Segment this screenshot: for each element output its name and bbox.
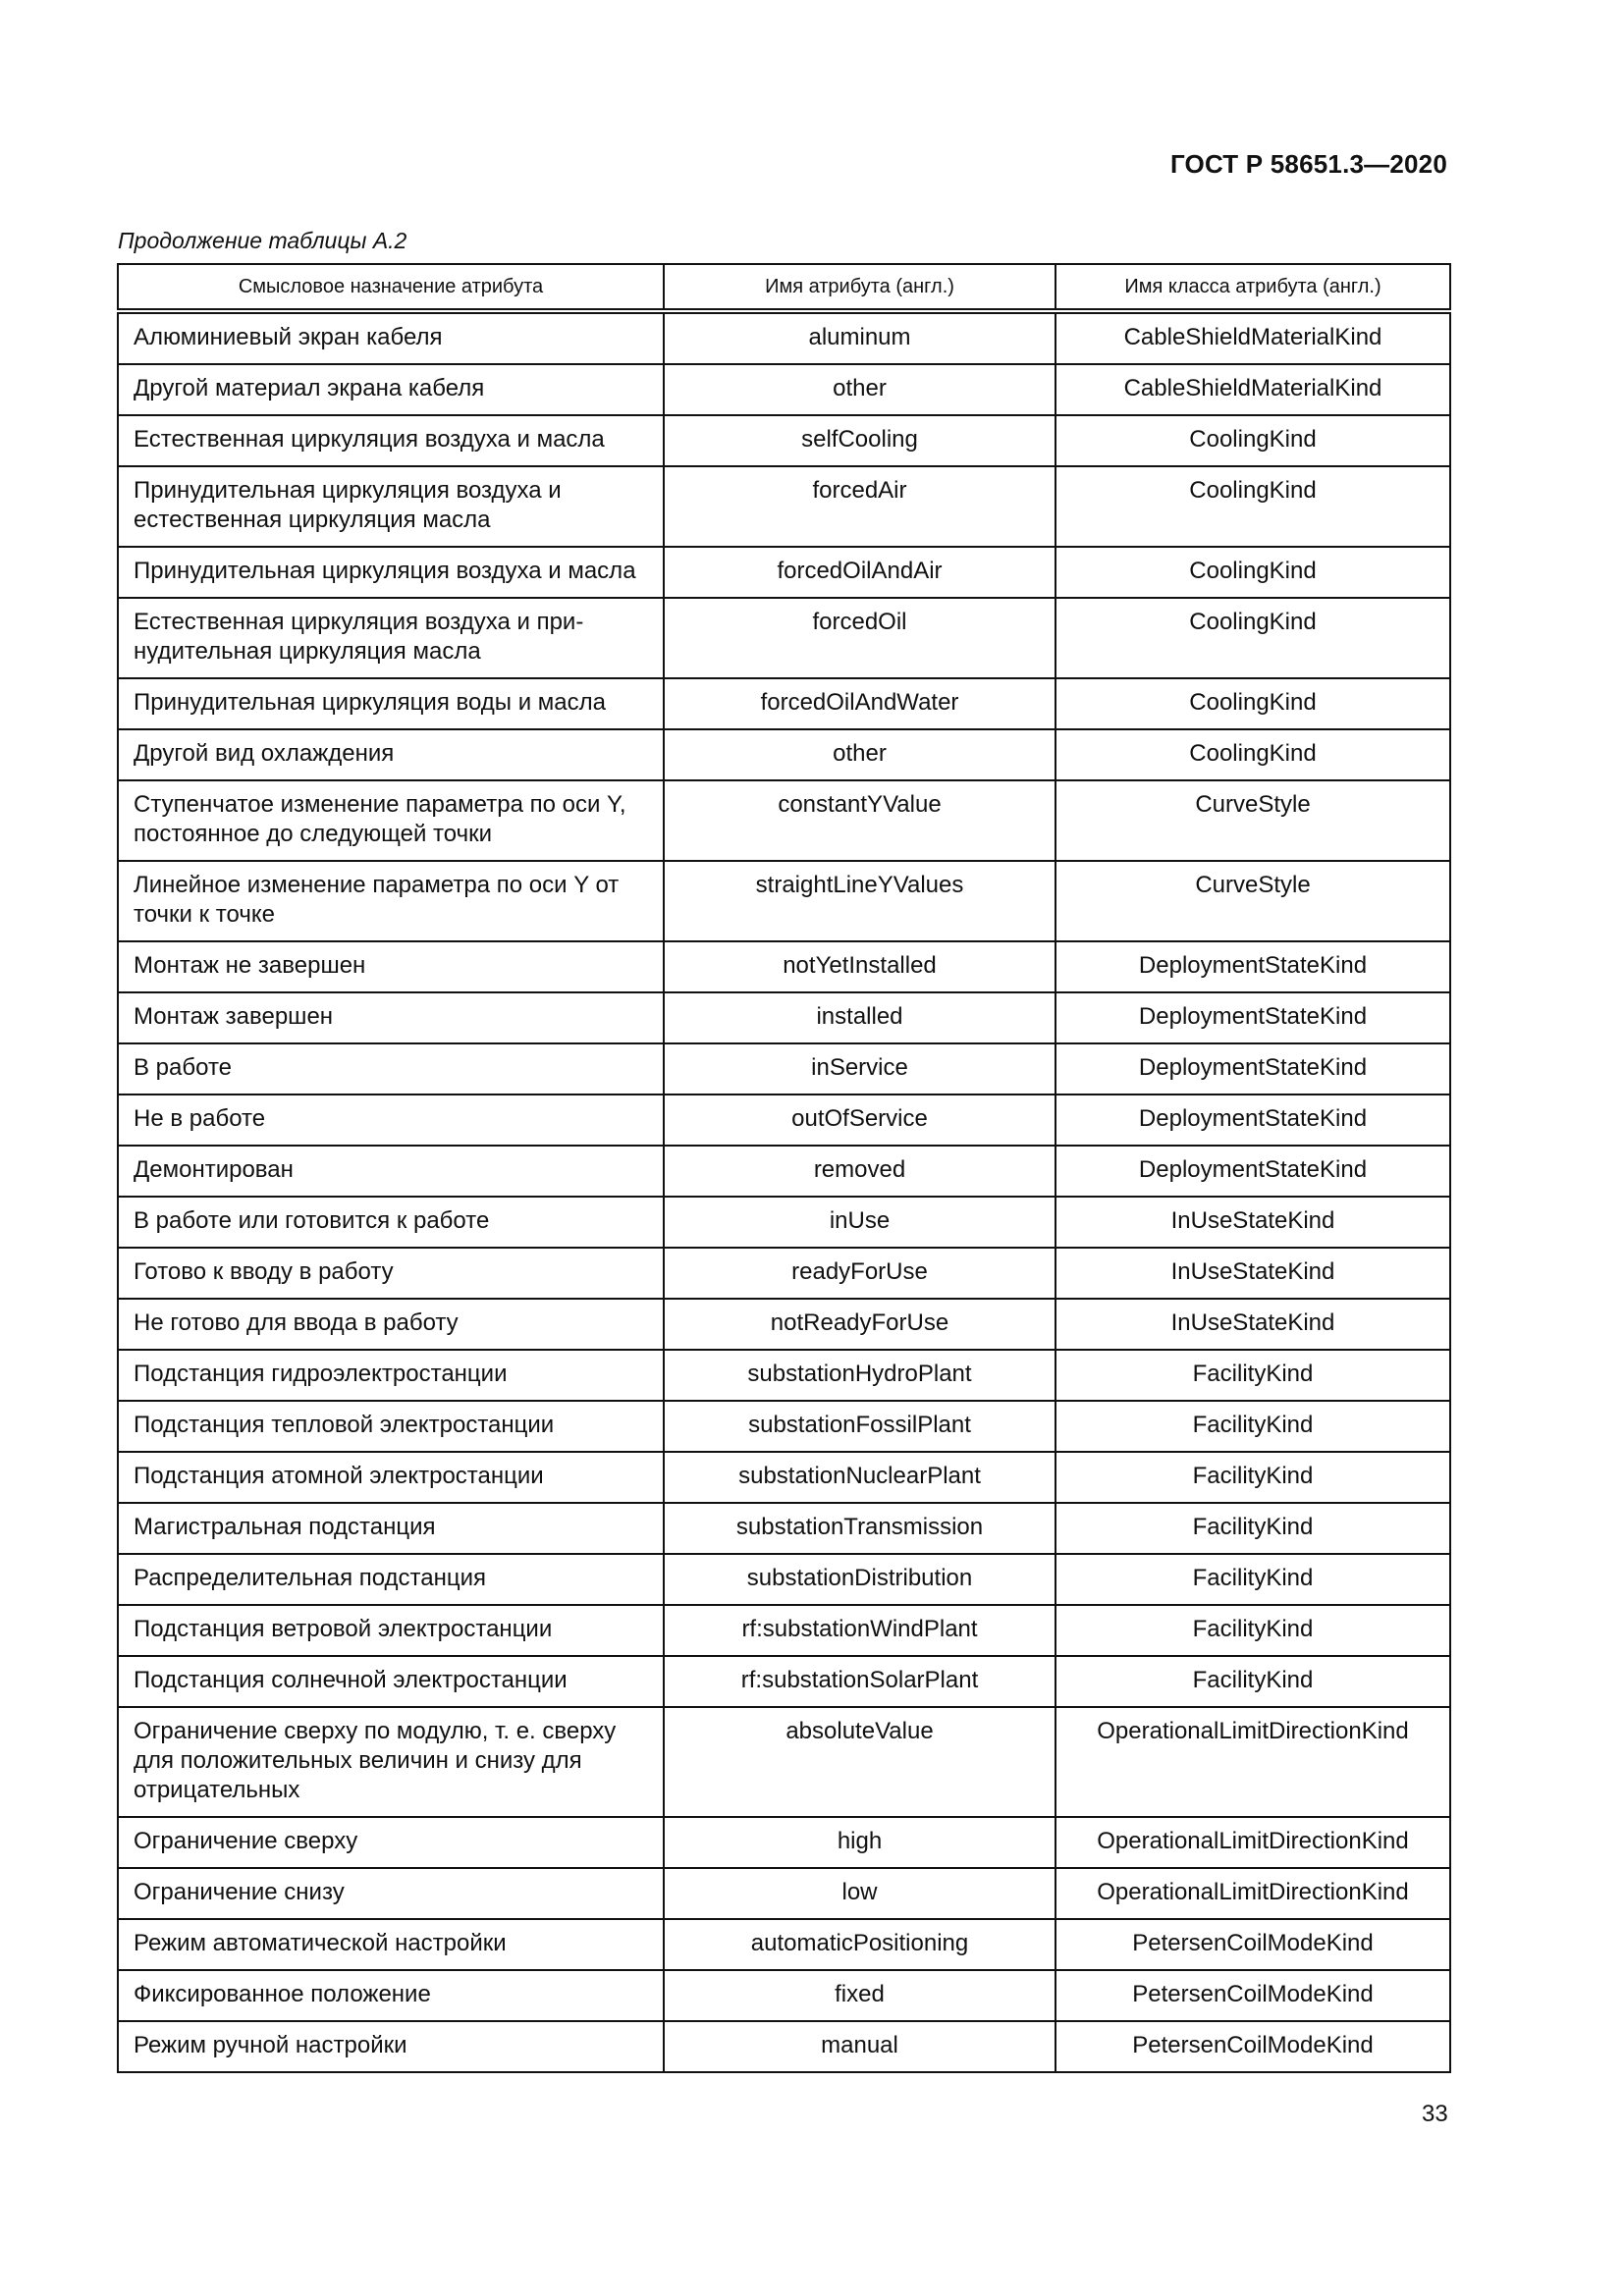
cell-attribute-name: substationTransmission bbox=[664, 1503, 1056, 1554]
table-row bbox=[118, 992, 1450, 1043]
table-row bbox=[118, 1970, 1450, 2021]
table-row bbox=[118, 1299, 1450, 1350]
table-row bbox=[118, 1707, 1450, 1817]
cell-attribute-name: rf:substationSolarPlant bbox=[664, 1656, 1056, 1707]
cell-meaning: Принудительная циркуляция воды и масла bbox=[118, 678, 664, 729]
cell-attribute-name: high bbox=[664, 1817, 1056, 1868]
table-row bbox=[118, 466, 1450, 547]
cell-attribute-name: selfCooling bbox=[664, 415, 1056, 466]
cell-attribute-class: DeploymentStateKind bbox=[1056, 992, 1450, 1043]
cell-meaning: Демонтирован bbox=[118, 1146, 664, 1197]
cell-attribute-name: fixed bbox=[664, 1970, 1056, 2021]
cell-attribute-name: installed bbox=[664, 992, 1056, 1043]
table-row bbox=[118, 941, 1450, 992]
table-row bbox=[118, 1554, 1450, 1605]
cell-meaning: Естественная циркуляция воздуха и при-нудительная циркуляция масла bbox=[118, 598, 664, 678]
cell-meaning: Принудительная циркуляция воздуха и масла bbox=[118, 547, 664, 598]
cell-attribute-name: substationDistribution bbox=[664, 1554, 1056, 1605]
table-row bbox=[118, 547, 1450, 598]
cell-meaning: Подстанция ветровой электростанции bbox=[118, 1605, 664, 1656]
column-header-attribute-class: Имя класса атрибута (англ.) bbox=[1056, 264, 1450, 311]
cell-attribute-class: CurveStyle bbox=[1056, 861, 1450, 941]
cell-attribute-class: OperationalLimitDirectionKind bbox=[1056, 1868, 1450, 1919]
table-row bbox=[118, 364, 1450, 415]
table-header-row bbox=[118, 264, 1450, 311]
table-row bbox=[118, 861, 1450, 941]
table-caption: Продолжение таблицы А.2 bbox=[118, 228, 407, 253]
table-row bbox=[118, 678, 1450, 729]
cell-meaning: Естественная циркуляция воздуха и масла bbox=[118, 415, 664, 466]
table-row bbox=[118, 729, 1450, 780]
cell-meaning: Магистральная подстанция bbox=[118, 1503, 664, 1554]
cell-meaning: В работе или готовится к работе bbox=[118, 1197, 664, 1248]
table-row bbox=[118, 1350, 1450, 1401]
cell-attribute-name: inUse bbox=[664, 1197, 1056, 1248]
cell-attribute-class: FacilityKind bbox=[1056, 1656, 1450, 1707]
table-row bbox=[118, 598, 1450, 678]
cell-attribute-class: FacilityKind bbox=[1056, 1503, 1450, 1554]
document-id: ГОСТ Р 58651.3—2020 bbox=[1169, 149, 1447, 179]
table-row bbox=[118, 1919, 1450, 1970]
cell-meaning: Монтаж не завершен bbox=[118, 941, 664, 992]
table-row bbox=[118, 1146, 1450, 1197]
cell-attribute-class: CableShieldMaterialKind bbox=[1056, 311, 1450, 364]
cell-attribute-class: DeploymentStateKind bbox=[1056, 1095, 1450, 1146]
cell-meaning: Алюминиевый экран кабеля bbox=[118, 311, 664, 364]
cell-attribute-class: CoolingKind bbox=[1056, 466, 1450, 547]
cell-attribute-name: substationNuclearPlant bbox=[664, 1452, 1056, 1503]
cell-attribute-class: FacilityKind bbox=[1056, 1605, 1450, 1656]
cell-attribute-name: constantYValue bbox=[664, 780, 1056, 861]
table-row bbox=[118, 1043, 1450, 1095]
table-row bbox=[118, 1452, 1450, 1503]
cell-attribute-name: substationHydroPlant bbox=[664, 1350, 1056, 1401]
cell-attribute-class: PetersenCoilModeKind bbox=[1056, 1919, 1450, 1970]
cell-attribute-class: PetersenCoilModeKind bbox=[1056, 2021, 1450, 2072]
cell-meaning: Принудительная циркуляция воздуха и естественная циркуляция масла bbox=[118, 466, 664, 547]
cell-attribute-name: straightLineYValues bbox=[664, 861, 1056, 941]
cell-attribute-name: outOfService bbox=[664, 1095, 1056, 1146]
table-row bbox=[118, 1605, 1450, 1656]
cell-attribute-class: PetersenCoilModeKind bbox=[1056, 1970, 1450, 2021]
cell-attribute-name: removed bbox=[664, 1146, 1056, 1197]
cell-meaning: Распределительная подстанция bbox=[118, 1554, 664, 1605]
cell-attribute-name: forcedOilAndAir bbox=[664, 547, 1056, 598]
table-row bbox=[118, 1503, 1450, 1554]
cell-attribute-name: absoluteValue bbox=[664, 1707, 1056, 1817]
table-row bbox=[118, 1095, 1450, 1146]
cell-attribute-class: CoolingKind bbox=[1056, 547, 1450, 598]
column-header-attribute-name: Имя атрибута (англ.) bbox=[664, 264, 1056, 311]
cell-attribute-class: FacilityKind bbox=[1056, 1401, 1450, 1452]
cell-attribute-name: inService bbox=[664, 1043, 1056, 1095]
cell-attribute-name: other bbox=[664, 729, 1056, 780]
cell-attribute-class: CoolingKind bbox=[1056, 678, 1450, 729]
cell-meaning: Подстанция атомной электростанции bbox=[118, 1452, 664, 1503]
cell-attribute-name: low bbox=[664, 1868, 1056, 1919]
cell-attribute-class: OperationalLimitDirectionKind bbox=[1056, 1707, 1450, 1817]
cell-attribute-name: aluminum bbox=[664, 311, 1056, 364]
attribute-table bbox=[117, 263, 1451, 2073]
table-row bbox=[118, 1656, 1450, 1707]
cell-attribute-name: notYetInstalled bbox=[664, 941, 1056, 992]
cell-attribute-name: forcedOil bbox=[664, 598, 1056, 678]
cell-attribute-name: forcedOilAndWater bbox=[664, 678, 1056, 729]
cell-attribute-class: FacilityKind bbox=[1056, 1350, 1450, 1401]
cell-meaning: Подстанция тепловой электростанции bbox=[118, 1401, 664, 1452]
cell-meaning: Ступенчатое изменение параметра по оси Y, постоянное до следующей точки bbox=[118, 780, 664, 861]
cell-attribute-name: manual bbox=[664, 2021, 1056, 2072]
table-row bbox=[118, 1868, 1450, 1919]
cell-meaning: Не готово для ввода в работу bbox=[118, 1299, 664, 1350]
cell-attribute-class: CoolingKind bbox=[1056, 415, 1450, 466]
table-body bbox=[118, 311, 1450, 2072]
table-row bbox=[118, 780, 1450, 861]
cell-meaning: Монтаж завершен bbox=[118, 992, 664, 1043]
cell-attribute-class: DeploymentStateKind bbox=[1056, 1043, 1450, 1095]
cell-attribute-class: InUseStateKind bbox=[1056, 1299, 1450, 1350]
cell-meaning: Другой материал экрана кабеля bbox=[118, 364, 664, 415]
cell-attribute-class: OperationalLimitDirectionKind bbox=[1056, 1817, 1450, 1868]
cell-meaning: В работе bbox=[118, 1043, 664, 1095]
cell-attribute-class: DeploymentStateKind bbox=[1056, 1146, 1450, 1197]
cell-meaning: Готово к вводу в работу bbox=[118, 1248, 664, 1299]
table-row bbox=[118, 1248, 1450, 1299]
cell-attribute-class: CableShieldMaterialKind bbox=[1056, 364, 1450, 415]
cell-attribute-class: FacilityKind bbox=[1056, 1452, 1450, 1503]
cell-attribute-name: forcedAir bbox=[664, 466, 1056, 547]
cell-meaning: Подстанция солнечной электростанции bbox=[118, 1656, 664, 1707]
table-row bbox=[118, 1401, 1450, 1452]
cell-attribute-name: substationFossilPlant bbox=[664, 1401, 1056, 1452]
table-row bbox=[118, 311, 1450, 364]
cell-meaning: Другой вид охлаждения bbox=[118, 729, 664, 780]
cell-meaning: Ограничение снизу bbox=[118, 1868, 664, 1919]
cell-attribute-name: readyForUse bbox=[664, 1248, 1056, 1299]
cell-attribute-name: automaticPositioning bbox=[664, 1919, 1056, 1970]
cell-attribute-class: InUseStateKind bbox=[1056, 1248, 1450, 1299]
cell-attribute-name: rf:substationWindPlant bbox=[664, 1605, 1056, 1656]
column-header-meaning: Смысловое назначение атрибута bbox=[118, 264, 664, 311]
table-row bbox=[118, 1817, 1450, 1868]
cell-attribute-class: CurveStyle bbox=[1056, 780, 1450, 861]
cell-attribute-class: CoolingKind bbox=[1056, 729, 1450, 780]
table-row bbox=[118, 2021, 1450, 2072]
page-number: 33 bbox=[1422, 2101, 1448, 2127]
table-row bbox=[118, 1197, 1450, 1248]
cell-meaning: Режим ручной настройки bbox=[118, 2021, 664, 2072]
cell-attribute-class: CoolingKind bbox=[1056, 598, 1450, 678]
cell-meaning: Ограничение сверху bbox=[118, 1817, 664, 1868]
cell-meaning: Подстанция гидроэлектростанции bbox=[118, 1350, 664, 1401]
cell-attribute-name: other bbox=[664, 364, 1056, 415]
cell-meaning: Фиксированное положение bbox=[118, 1970, 664, 2021]
cell-attribute-class: DeploymentStateKind bbox=[1056, 941, 1450, 992]
table-row bbox=[118, 415, 1450, 466]
cell-meaning: Линейное изменение параметра по оси Y от точки к точке bbox=[118, 861, 664, 941]
cell-meaning: Не в работе bbox=[118, 1095, 664, 1146]
cell-meaning: Ограничение сверху по модулю, т. е. сверху для положительных величин и снизу для отрицательных bbox=[118, 1707, 664, 1817]
cell-attribute-name: notReadyForUse bbox=[664, 1299, 1056, 1350]
cell-meaning: Режим автоматической настройки bbox=[118, 1919, 664, 1970]
cell-attribute-class: InUseStateKind bbox=[1056, 1197, 1450, 1248]
cell-attribute-class: FacilityKind bbox=[1056, 1554, 1450, 1605]
